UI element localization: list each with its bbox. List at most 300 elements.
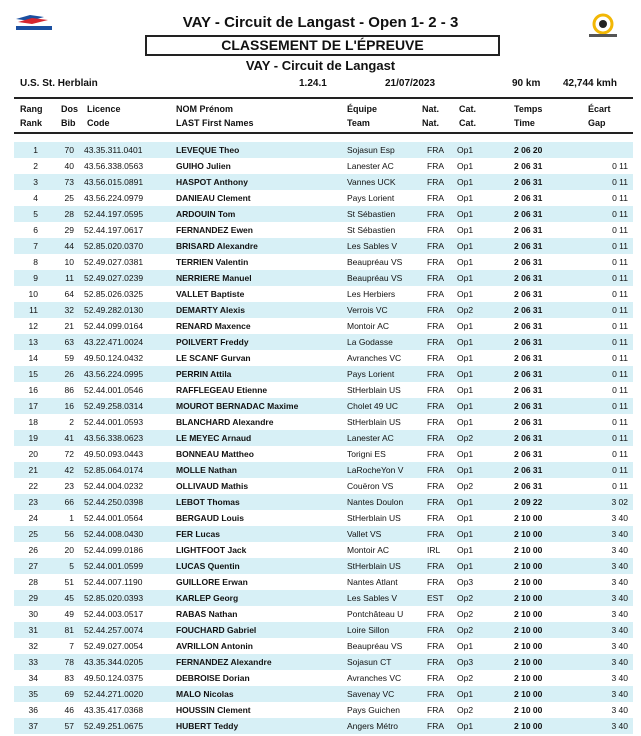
col-code: Code — [87, 118, 110, 128]
cell-team: St Sébastien — [347, 209, 396, 219]
cell-category: Op1 — [457, 561, 474, 571]
table-row — [14, 190, 633, 206]
cell-category: Op2 — [457, 625, 474, 635]
cell-gap: 0 11 — [612, 465, 628, 475]
cell-category: Op1 — [457, 241, 474, 251]
cell-gap: 0 11 — [612, 433, 628, 443]
cell-rider-name: FERNANDEZ Alexandre — [176, 657, 272, 667]
col-licence: Licence — [87, 104, 121, 114]
cell-team: Beaupréau VS — [347, 257, 403, 267]
cell-nationality: FRA — [427, 321, 444, 331]
cell-rider-name: HASPOT Anthony — [176, 177, 248, 187]
cell-rider-name: MOLLE Nathan — [176, 465, 237, 475]
table-row — [14, 702, 633, 718]
cell-licence: 52.44.008.0430 — [84, 529, 144, 539]
cell-licence: 52.44.001.0593 — [84, 417, 144, 427]
cell-category: Op1 — [457, 513, 474, 523]
cell-rank: 24 — [28, 513, 38, 523]
cell-rider-name: TERRIEN Valentin — [176, 257, 249, 267]
cell-gap: 0 11 — [612, 273, 628, 283]
cell-category: Op1 — [457, 689, 474, 699]
table-row — [14, 446, 633, 462]
cell-time: 2 06 31 — [514, 161, 543, 171]
cell-category: Op1 — [457, 545, 474, 555]
cell-rank: 26 — [28, 545, 38, 555]
table-row — [14, 574, 633, 590]
cell-nationality: EST — [427, 593, 444, 603]
cell-rank: 12 — [28, 321, 38, 331]
cell-team: Couëron VS — [347, 481, 394, 491]
cell-licence: 52.44.197.0617 — [84, 225, 144, 235]
cell-rank: 29 — [28, 593, 38, 603]
cell-rank: 1 — [33, 145, 38, 155]
cell-gap: 3 40 — [611, 705, 628, 715]
organizer-club: U.S. St. Herblain — [20, 78, 98, 89]
cell-licence: 52.49.027.0381 — [84, 257, 144, 267]
table-row — [14, 670, 633, 686]
cell-time: 2 10 00 — [514, 641, 543, 651]
table-row — [14, 622, 633, 638]
cell-rank: 17 — [28, 401, 38, 411]
cell-rank: 32 — [28, 641, 38, 651]
cell-licence: 43.35.417.0368 — [84, 705, 144, 715]
cell-rider-name: DEMARTY Alexis — [176, 305, 245, 315]
cell-category: Op1 — [457, 145, 474, 155]
cell-licence: 52.44.099.0164 — [84, 321, 144, 331]
cell-licence: 52.44.001.0546 — [84, 385, 144, 395]
table-row — [14, 158, 633, 174]
cell-licence: 52.49.027.0239 — [84, 273, 144, 283]
cell-licence: 52.44.271.0020 — [84, 689, 144, 699]
cell-time: 2 06 31 — [514, 241, 543, 251]
race-subtitle: VAY - Circuit de Langast — [245, 58, 396, 73]
cell-nationality: FRA — [427, 177, 444, 187]
cell-licence: 43.56.015.0891 — [84, 177, 144, 187]
cell-category: Op1 — [457, 273, 474, 283]
cell-team: St Sébastien — [347, 225, 396, 235]
cell-licence: 52.49.027.0054 — [84, 641, 144, 651]
cell-nationality: FRA — [427, 497, 444, 507]
table-row — [14, 270, 633, 286]
cell-nationality: FRA — [427, 209, 444, 219]
cell-bib: 83 — [64, 673, 74, 683]
table-row — [14, 526, 633, 542]
cell-team: Sojasun Esp — [347, 145, 395, 155]
cell-team: Torigni ES — [347, 449, 386, 459]
cell-team: Avranches VC — [347, 353, 402, 363]
cell-time: 2 10 00 — [514, 721, 543, 731]
cell-team: StHerblain US — [347, 513, 401, 523]
cell-category: Op2 — [457, 433, 474, 443]
cell-team: StHerblain US — [347, 561, 401, 571]
cell-nationality: FRA — [427, 561, 444, 571]
cell-nationality: FRA — [427, 513, 444, 523]
cell-nationality: FRA — [427, 689, 444, 699]
col-equipe: Équipe — [347, 104, 378, 114]
cell-nationality: FRA — [427, 625, 444, 635]
cell-team: Beaupréau VS — [347, 273, 403, 283]
col-team: Team — [347, 118, 370, 128]
cell-category: Op2 — [457, 481, 474, 491]
cell-team: Sojasun CT — [347, 657, 392, 667]
average-speed: 42,744 kmh — [563, 78, 617, 89]
cell-rank: 13 — [28, 337, 38, 347]
cell-category: Op1 — [457, 465, 474, 475]
table-row — [14, 542, 633, 558]
cell-nationality: FRA — [427, 657, 444, 667]
cell-category: Op1 — [457, 369, 474, 379]
cell-rider-name: FER Lucas — [176, 529, 220, 539]
col-dos: Dos — [61, 104, 79, 114]
cell-gap: 3 40 — [611, 721, 628, 731]
cell-licence: 43.56.338.0563 — [84, 161, 144, 171]
cell-time: 2 06 31 — [514, 481, 543, 491]
cell-team: Beaupréau VS — [347, 641, 403, 651]
table-row — [14, 206, 633, 222]
cell-nationality: FRA — [427, 609, 444, 619]
cell-team: Avranches VC — [347, 673, 402, 683]
cell-gap: 0 11 — [612, 289, 628, 299]
cell-rank: 33 — [28, 657, 38, 667]
table-row — [14, 494, 633, 510]
cell-time: 2 06 31 — [514, 209, 543, 219]
table-row — [14, 318, 633, 334]
cell-rank: 4 — [33, 193, 38, 203]
cell-bib: 66 — [64, 497, 74, 507]
cell-bib: 10 — [64, 257, 74, 267]
cell-bib: 40 — [64, 161, 74, 171]
cell-team: Montoir AC — [347, 321, 390, 331]
cell-nationality: FRA — [427, 193, 444, 203]
cell-time: 2 06 31 — [514, 369, 543, 379]
cell-gap: 0 11 — [612, 337, 628, 347]
cell-gap: 0 11 — [612, 241, 628, 251]
cell-licence: 43.56.224.0979 — [84, 193, 144, 203]
cell-licence: 52.49.282.0130 — [84, 305, 144, 315]
cell-gap: 0 11 — [612, 321, 628, 331]
cell-rank: 15 — [28, 369, 38, 379]
table-row — [14, 462, 633, 478]
cell-gap: 3 40 — [611, 673, 628, 683]
cell-team: Cholet 49 UC — [347, 401, 399, 411]
cell-bib: 2 — [69, 417, 74, 427]
cell-bib: 16 — [64, 401, 74, 411]
table-row — [14, 398, 633, 414]
cell-rider-name: AVRILLON Antonin — [176, 641, 253, 651]
cell-category: Op1 — [457, 353, 474, 363]
table-row — [14, 590, 633, 606]
cell-rank: 23 — [28, 497, 38, 507]
cell-category: Op1 — [457, 401, 474, 411]
cell-category: Op1 — [457, 417, 474, 427]
col-temps: Temps — [514, 104, 543, 114]
cell-category: Op1 — [457, 721, 474, 731]
cell-bib: 56 — [64, 529, 74, 539]
cell-nationality: FRA — [427, 257, 444, 267]
cell-bib: 59 — [64, 353, 74, 363]
cell-gap: 3 40 — [611, 577, 628, 587]
cell-nationality: FRA — [427, 433, 444, 443]
cell-bib: 32 — [64, 305, 74, 315]
cell-rider-name: MOUROT BERNADAC Maxime — [176, 401, 299, 411]
cell-bib: 7 — [69, 641, 74, 651]
cell-rank: 2 — [33, 161, 38, 171]
col-ecart: Écart — [588, 104, 611, 114]
cell-bib: 73 — [64, 177, 74, 187]
cell-gap: 0 11 — [612, 257, 628, 267]
cell-time: 2 10 00 — [514, 609, 543, 619]
cell-licence: 52.85.026.0325 — [84, 289, 144, 299]
cell-team: Vallet VS — [347, 529, 382, 539]
cell-rank: 22 — [28, 481, 38, 491]
cell-bib: 28 — [64, 209, 74, 219]
table-row — [14, 414, 633, 430]
cell-nationality: FRA — [427, 417, 444, 427]
cell-time: 2 10 00 — [514, 545, 543, 555]
cell-gap: 0 11 — [612, 305, 628, 315]
cell-licence: 52.49.251.0675 — [84, 721, 144, 731]
cell-rank: 36 — [28, 705, 38, 715]
cell-bib: 42 — [64, 465, 74, 475]
cell-time: 2 06 31 — [514, 273, 543, 283]
cell-time: 2 06 31 — [514, 401, 543, 411]
cell-nationality: FRA — [427, 369, 444, 379]
cell-rank: 6 — [33, 225, 38, 235]
cell-time: 2 10 00 — [514, 529, 543, 539]
cell-bib: 70 — [64, 145, 74, 155]
cell-team: La Godasse — [347, 337, 393, 347]
cell-nationality: FRA — [427, 481, 444, 491]
cell-nationality: FRA — [427, 161, 444, 171]
cell-category: Op1 — [457, 289, 474, 299]
cell-licence: 52.44.001.0564 — [84, 513, 144, 523]
cell-category: Op1 — [457, 529, 474, 539]
cell-rank: 3 — [33, 177, 38, 187]
cell-licence: 43.22.471.0024 — [84, 337, 144, 347]
cell-bib: 26 — [64, 369, 74, 379]
cell-rank: 14 — [28, 353, 38, 363]
cell-category: Op2 — [457, 593, 474, 603]
cell-gap: 3 40 — [611, 593, 628, 603]
cell-category: Op1 — [457, 321, 474, 331]
cell-rider-name: BERGAUD Louis — [176, 513, 244, 523]
table-row — [14, 302, 633, 318]
cell-team: Pays Guichen — [347, 705, 400, 715]
cell-category: Op2 — [457, 673, 474, 683]
cell-rank: 11 — [29, 305, 38, 315]
cell-category: Op1 — [457, 449, 474, 459]
cell-nationality: FRA — [427, 241, 444, 251]
cell-team: Pontchâteau U — [347, 609, 404, 619]
cell-bib: 86 — [64, 385, 74, 395]
cell-time: 2 06 31 — [514, 465, 543, 475]
cell-rank: 37 — [28, 721, 38, 731]
cell-licence: 52.85.020.0393 — [84, 593, 144, 603]
table-row — [14, 510, 633, 526]
cell-rider-name: RABAS Nathan — [176, 609, 238, 619]
cell-bib: 78 — [64, 657, 74, 667]
col-last-first: LAST First Names — [176, 118, 254, 128]
cell-rider-name: BRISARD Alexandre — [176, 241, 258, 251]
cell-rank: 21 — [28, 465, 38, 475]
cell-gap: 3 40 — [611, 625, 628, 635]
table-row — [14, 350, 633, 366]
cell-rank: 31 — [28, 625, 38, 635]
table-row — [14, 686, 633, 702]
table-row — [14, 334, 633, 350]
cell-licence: 52.44.007.1190 — [84, 577, 143, 587]
header-top-rule — [14, 97, 633, 99]
cell-rank: 9 — [33, 273, 38, 283]
cell-bib: 21 — [64, 321, 74, 331]
cell-nationality: FRA — [427, 705, 444, 715]
race-distance: 90 km — [512, 78, 541, 89]
cell-gap: 0 11 — [612, 401, 628, 411]
cell-rank: 19 — [28, 433, 38, 443]
cell-time: 2 06 31 — [514, 449, 543, 459]
cell-rider-name: VALLET Baptiste — [176, 289, 245, 299]
cell-rider-name: LEBOT Thomas — [176, 497, 240, 507]
col-bib: Bib — [61, 118, 76, 128]
cell-rank: 18 — [28, 417, 38, 427]
cell-gap: 3 40 — [611, 561, 628, 571]
cell-category: Op1 — [457, 177, 474, 187]
cell-time: 2 06 31 — [514, 225, 543, 235]
cell-gap: 0 11 — [612, 353, 628, 363]
col-time: Time — [514, 118, 535, 128]
cell-rider-name: NERRIERE Manuel — [176, 273, 252, 283]
cell-rider-name: GUIHO Julien — [176, 161, 231, 171]
cell-nationality: FRA — [427, 305, 444, 315]
cell-rider-name: BLANCHARD Alexandre — [176, 417, 274, 427]
cell-bib: 29 — [64, 225, 74, 235]
cell-time: 2 10 00 — [514, 689, 543, 699]
cell-rank: 27 — [28, 561, 38, 571]
cell-bib: 23 — [64, 481, 74, 491]
cell-team: Angers Métro — [347, 721, 399, 731]
cell-team: Vannes UCK — [347, 177, 396, 187]
cell-rider-name: DEBROISE Dorian — [176, 673, 250, 683]
cell-category: Op1 — [457, 225, 474, 235]
cell-team: Loire Sillon — [347, 625, 390, 635]
cell-rider-name: LE SCANF Gurvan — [176, 353, 251, 363]
cell-nationality: FRA — [427, 721, 444, 731]
cell-licence: 43.56.338.0623 — [84, 433, 144, 443]
cell-nationality: FRA — [427, 273, 444, 283]
col-rang: Rang — [20, 104, 43, 114]
cell-time: 2 06 31 — [514, 177, 543, 187]
cell-time: 2 06 31 — [514, 321, 543, 331]
cell-team: Savenay VC — [347, 689, 395, 699]
table-row — [14, 174, 633, 190]
cell-gap: 0 11 — [612, 369, 628, 379]
classement-banner: CLASSEMENT DE L'ÉPREUVE — [145, 35, 500, 56]
cell-gap: 3 02 — [611, 497, 628, 507]
table-row — [14, 558, 633, 574]
cell-category: Op1 — [457, 385, 474, 395]
cell-rider-name: MALO Nicolas — [176, 689, 234, 699]
cell-category: Op2 — [457, 305, 474, 315]
cell-gap: 0 11 — [612, 209, 628, 219]
cell-rider-name: LE MEYEC Arnaud — [176, 433, 252, 443]
table-row — [14, 286, 633, 302]
cell-rank: 8 — [33, 257, 38, 267]
cell-time: 2 10 00 — [514, 705, 543, 715]
cell-gap: 0 11 — [612, 193, 628, 203]
cell-gap: 3 40 — [611, 657, 628, 667]
cell-bib: 72 — [64, 449, 74, 459]
cell-team: Lanester AC — [347, 161, 394, 171]
cell-licence: 43.56.224.0995 — [84, 369, 144, 379]
cell-rider-name: FERNANDEZ Ewen — [176, 225, 253, 235]
cell-time: 2 06 31 — [514, 289, 543, 299]
header-bottom-rule — [14, 132, 633, 134]
table-row — [14, 606, 633, 622]
cell-category: Op1 — [457, 209, 474, 219]
cell-team: Nantes Doulon — [347, 497, 404, 507]
cell-category: Op3 — [457, 657, 474, 667]
cell-gap: 0 11 — [612, 177, 628, 187]
cell-gap: 0 11 — [612, 161, 628, 171]
cell-nationality: IRL — [427, 545, 441, 555]
cell-team: Les Sables V — [347, 593, 398, 603]
cell-nationality: FRA — [427, 465, 444, 475]
cell-rank: 5 — [33, 209, 38, 219]
race-code: 1.24.1 — [299, 78, 327, 89]
cell-category: Op1 — [457, 161, 474, 171]
cell-rank: 25 — [28, 529, 38, 539]
cell-gap: 0 11 — [612, 385, 628, 395]
cell-licence: 52.85.020.0370 — [84, 241, 144, 251]
cell-category: Op2 — [457, 609, 474, 619]
cell-gap: 3 40 — [611, 513, 628, 523]
cell-team: Les Sables V — [347, 241, 398, 251]
cell-nationality: FRA — [427, 641, 444, 651]
cell-rider-name: POILVERT Freddy — [176, 337, 249, 347]
cell-rider-name: KARLEP Georg — [176, 593, 239, 603]
cell-rank: 28 — [28, 577, 38, 587]
cell-licence: 52.85.064.0174 — [84, 465, 144, 475]
cell-bib: 46 — [64, 705, 74, 715]
cell-team: StHerblain US — [347, 417, 401, 427]
cell-team: StHerblain US — [347, 385, 401, 395]
col-nat: Nat. — [422, 104, 440, 114]
cell-category: Op1 — [457, 257, 474, 267]
cell-rider-name: HOUSSIN Clement — [176, 705, 251, 715]
cell-gap: 0 11 — [612, 225, 628, 235]
cell-rider-name: RENARD Maxence — [176, 321, 251, 331]
cell-time: 2 06 31 — [514, 337, 543, 347]
cell-gap: 3 40 — [611, 689, 628, 699]
cell-category: Op1 — [457, 337, 474, 347]
cell-nationality: FRA — [427, 401, 444, 411]
col-rank: Rank — [20, 118, 43, 128]
cell-licence: 43.35.311.0401 — [84, 145, 143, 155]
cell-gap: 0 11 — [612, 481, 628, 491]
cell-team: Verrois VC — [347, 305, 388, 315]
cell-licence: 52.49.258.0314 — [84, 401, 144, 411]
cell-time: 2 06 31 — [514, 353, 543, 363]
cell-time: 2 06 31 — [514, 305, 543, 315]
cell-rider-name: GUILLORE Erwan — [176, 577, 248, 587]
col-cat: Cat. — [459, 104, 477, 114]
cell-bib: 81 — [64, 625, 74, 635]
cell-nationality: FRA — [427, 529, 444, 539]
cell-gap: 3 40 — [611, 641, 628, 651]
table-row — [14, 718, 633, 734]
cell-bib: 57 — [64, 721, 74, 731]
cell-bib: 1 — [69, 513, 74, 523]
